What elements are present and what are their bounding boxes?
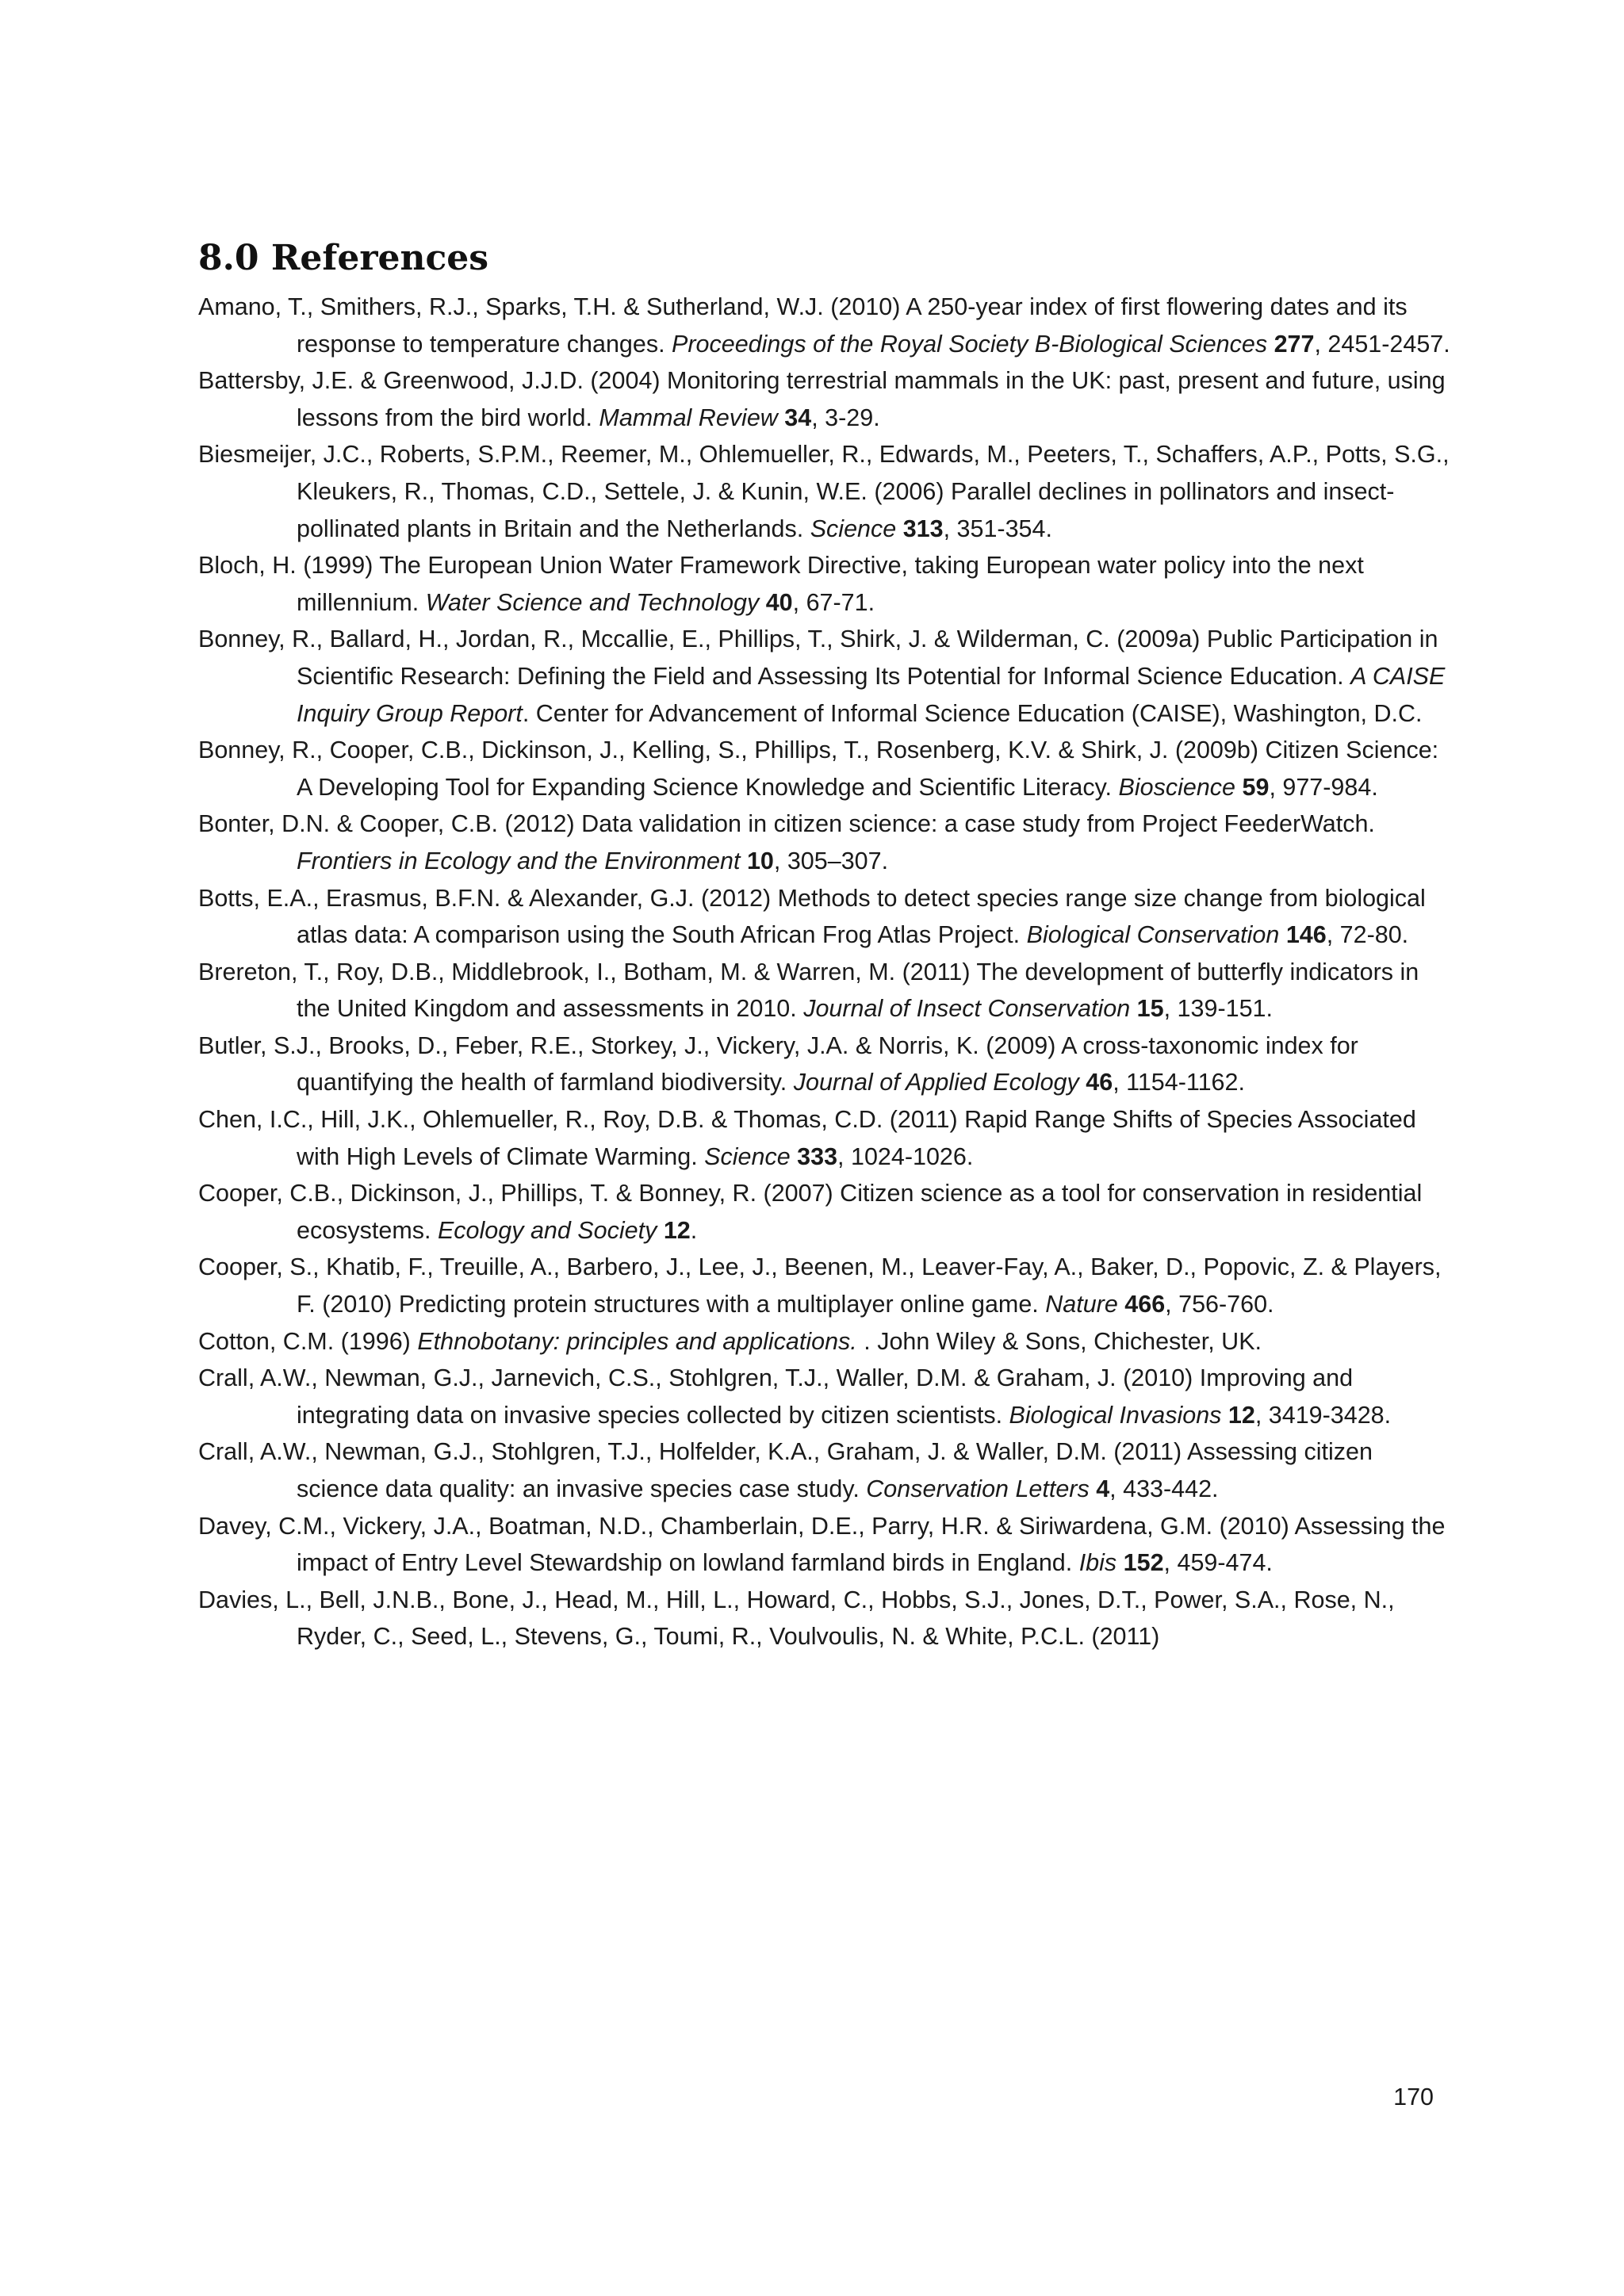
reference-item (198, 806, 1451, 879)
reference-pages: . Center for Advancement of Informal Science Education (CAISE), Washington, D.C. (522, 699, 1423, 727)
reference-item (198, 1175, 1451, 1249)
reference-volume: 12 (1228, 1401, 1255, 1429)
reference-volume: 152 (1123, 1549, 1164, 1577)
reference-volume: 46 (1086, 1069, 1113, 1096)
reference-pages: , 756-760. (1165, 1291, 1274, 1318)
reference-journal: Ibis (1078, 1549, 1117, 1577)
reference-volume: 34 (784, 404, 812, 431)
reference-item (198, 1508, 1451, 1582)
reference-list (198, 289, 1451, 1655)
reference-pages: , 3419-3428. (1254, 1401, 1392, 1429)
reference-volume: 12 (663, 1216, 691, 1244)
reference-text: Biesmeijer, J.C., Roberts, S.P.M., Reemer, M., Ohlemueller, R., Edwards, M., Peeters, T., Schaffers, A.P., Potts, S.G., Kleukers, R., Thomas, C.D., Settele, J. & Kunin, W.E. (2006) Parallel declines in pollinators and insect-pollinated plants in Britain and the Netherlands. (198, 441, 1450, 542)
reference-text: Botts, E.A., Erasmus, B.F.N. & Alexander, G.J. (2012) Methods to detect species range size change from biological atlas data: A comparison using the South African Frog Atlas Project. (198, 884, 1426, 949)
reference-text: Brereton, T., Roy, D.B., Middlebrook, I., Botham, M. & Warren, M. (2011) The development of butterfly indicators in the United Kingdom and assessments in 2010. (198, 958, 1419, 1023)
reference-item (198, 1249, 1451, 1322)
reference-text: Battersby, J.E. & Greenwood, J.J.D. (2004) Monitoring terrestrial mammals in the UK: past, present and future, using lessons from the bird world. (198, 367, 1446, 431)
reference-pages: , 1024-1026. (837, 1142, 974, 1170)
reference-journal: Journal of Insect Conservation (803, 995, 1131, 1023)
reference-pages: , 433-442. (1109, 1475, 1219, 1502)
reference-journal: Nature (1045, 1291, 1118, 1318)
reference-text: Chen, I.C., Hill, J.K., Ohlemueller, R., Roy, D.B. & Thomas, C.D. (2011) Rapid Range Shifts of Species Associated with High Levels of Climate Warming. (198, 1106, 1416, 1170)
reference-journal: Water Science and Technology (425, 588, 760, 616)
reference-volume: 59 (1242, 773, 1270, 801)
reference-journal: A CAISE Inquiry Group Report (297, 662, 1446, 727)
reference-pages: , 3-29. (811, 404, 880, 431)
reference-journal: Mammal Review (599, 404, 778, 431)
reference-pages: . John Wiley & Sons, Chichester, UK. (864, 1327, 1262, 1355)
reference-journal: Science (704, 1142, 791, 1170)
reference-pages: , 67-71. (792, 588, 875, 616)
reference-text: Bonney, R., Ballard, H., Jordan, R., Mccallie, E., Phillips, T., Shirk, J. & Wilderman, C. (2009a) Public Participation in Scientific Research: Defining the Field and Assessing Its Potential for Informal Science Education. (198, 626, 1438, 690)
reference-volume: 146 (1285, 921, 1327, 949)
reference-item (198, 362, 1451, 436)
reference-pages: , 305–307. (773, 847, 889, 874)
reference-journal: Conservation Letters (866, 1475, 1090, 1502)
reference-pages: , 1154-1162. (1113, 1069, 1245, 1096)
reference-pages: , 977-984. (1269, 773, 1378, 801)
reference-pages: , 2451-2457. (1314, 330, 1450, 358)
reference-pages: , 139-151. (1163, 995, 1273, 1023)
reference-journal: Bioscience (1118, 773, 1236, 801)
reference-item (198, 289, 1451, 362)
reference-text: Davey, C.M., Vickery, J.A., Boatman, N.D., Chamberlain, D.E., Parry, H.R. & Siriwardena, G.M. (2010) Assessing the impact of Entry Level Stewardship on lowland farmland birds in England. (198, 1512, 1446, 1577)
reference-item (198, 1360, 1451, 1433)
reference-text: Cooper, C.B., Dickinson, J., Phillips, T. & Bonney, R. (2007) Citizen science as a tool for conservation in residential ecosystems. (198, 1180, 1423, 1244)
reference-journal: Proceedings of the Royal Society B-Biological Sciences (672, 330, 1268, 358)
page-number: 170 (1393, 2084, 1434, 2110)
reference-text: Amano, T., Smithers, R.J., Sparks, T.H. & Sutherland, W.J. (2010) A 250-year index of first flowering dates and its response to temperature changes. (198, 293, 1408, 358)
reference-volume: 466 (1124, 1291, 1166, 1318)
reference-item (198, 732, 1451, 806)
reference-item (198, 880, 1451, 954)
reference-text: Bloch, H. (1999) The European Union Water Framework Directive, taking European water policy into the next millennium. (198, 552, 1364, 616)
reference-volume: 4 (1096, 1475, 1110, 1502)
reference-journal: Ethnobotany: principles and applications. (417, 1327, 864, 1355)
reference-text: Butler, S.J., Brooks, D., Feber, R.E., Storkey, J., Vickery, J.A. & Norris, K. (2009) A cross-taxonomic index for quantifying the health of farmland biodiversity. (198, 1031, 1358, 1096)
reference-volume: 15 (1136, 995, 1164, 1023)
reference-journal: Frontiers in Ecology and the Environment (297, 847, 741, 874)
reference-volume: 10 (746, 847, 774, 874)
reference-text: Crall, A.W., Newman, G.J., Jarnevich, C.S., Stohlgren, T.J., Waller, D.M. & Graham, J. (2010) Improving and integrating data on invasive species collected by citizen scientists. (198, 1364, 1354, 1429)
reference-item (198, 436, 1451, 547)
reference-item (198, 1323, 1451, 1360)
reference-journal: Ecology and Society (437, 1216, 657, 1244)
reference-item (198, 621, 1451, 732)
reference-text: Bonney, R., Cooper, C.B., Dickinson, J., Kelling, S., Phillips, T., Rosenberg, K.V. & Shirk, J. (2009b) Citizen Science: A Developing Tool for Expanding Science Knowledge and Scientific Literacy. (198, 737, 1439, 801)
reference-item (198, 547, 1451, 621)
reference-journal: Science (810, 515, 897, 542)
reference-item (198, 1101, 1451, 1175)
reference-text: Cotton, C.M. (1996) (198, 1327, 418, 1355)
reference-item (198, 954, 1451, 1027)
reference-pages: . (690, 1216, 698, 1244)
reference-volume: 277 (1274, 330, 1315, 358)
reference-volume: 313 (902, 515, 944, 542)
section-heading: 8.0 References (198, 238, 489, 278)
reference-journal: Journal of Applied Ecology (793, 1069, 1079, 1096)
reference-journal: Biological Conservation (1026, 921, 1280, 949)
reference-volume: 333 (797, 1142, 838, 1170)
reference-item (198, 1027, 1451, 1101)
reference-text: Cooper, S., Khatib, F., Treuille, A., Barbero, J., Lee, J., Beenen, M., Leaver-Fay, A., Baker, D., Popovic, Z. & Players, F. (2010) Predicting protein structures with a multiplayer online game. (198, 1253, 1442, 1318)
reference-text: Bonter, D.N. & Cooper, C.B. (2012) Data validation in citizen science: a case study from Project FeederWatch. (198, 810, 1375, 838)
reference-text: Davies, L., Bell, J.N.B., Bone, J., Head, M., Hill, L., Howard, C., Hobbs, S.J., Jones, D.T., Power, S.A., Rose, N., Ryder, C., Seed, L., Stevens, G., Toumi, R., Voulvoulis, N. & White, P.C.L. (2011) (198, 1586, 1395, 1651)
reference-item (198, 1433, 1451, 1507)
reference-journal: Biological Invasions (1009, 1401, 1222, 1429)
reference-pages: , 351-354. (943, 515, 1052, 542)
reference-volume: 40 (765, 588, 793, 616)
reference-pages: , 459-474. (1163, 1549, 1273, 1577)
reference-item (198, 1582, 1451, 1655)
reference-pages: , 72-80. (1326, 921, 1409, 949)
reference-text: Crall, A.W., Newman, G.J., Stohlgren, T.J., Holfelder, K.A., Graham, J. & Waller, D.M. (2011) Assessing citizen science data quality: an invasive species case study. (198, 1438, 1373, 1502)
